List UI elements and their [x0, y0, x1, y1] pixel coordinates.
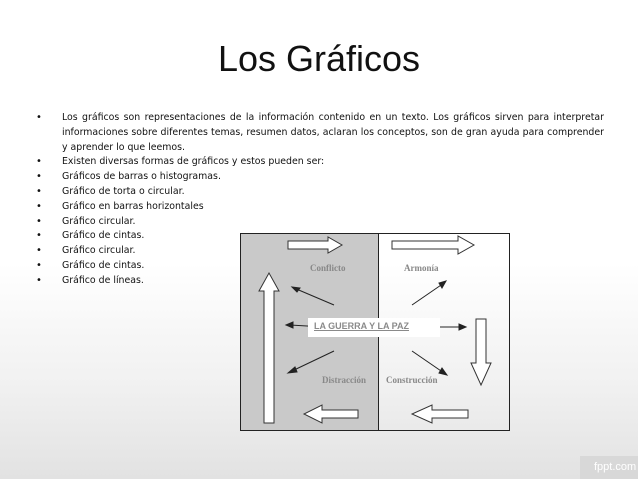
block-arrow-up-left [259, 273, 279, 423]
bullet-item: • Existen diversas formas de gráficos y estos pueden ser: [36, 155, 604, 170]
bullet-marker: • [36, 185, 42, 197]
label-conflicto: Conflicto [310, 263, 346, 273]
bullet-item: • Gráficos de barras o histogramas. [36, 170, 604, 185]
label-armonia: Armonía [404, 263, 439, 273]
bullet-item: • Gráfico de cintas. [36, 259, 604, 274]
bullet-item: • Gráfico circular. [36, 215, 604, 230]
thin-arrow-lower-right [412, 351, 444, 373]
bullet-item: • Gráfico de cintas. [36, 229, 604, 244]
bullet-item: • Gráfico circular. [36, 244, 604, 259]
label-center: LA GUERRA Y LA PAZ [314, 321, 410, 331]
thin-arrow-upper-left [294, 288, 334, 305]
bullet-item: • Gráfico en barras horizontales [36, 200, 604, 215]
bullet-marker: • [36, 200, 42, 212]
block-arrow-right-top-right [392, 236, 474, 254]
block-arrow-down-right [471, 319, 491, 385]
bullet-item: • Los gráficos son representaciones de la información contenido en un texto. Los gráficos sirven para interpretar informaciones sobre diferentes temas, resumen datos, aclaran los conceptos, son de gran ayuda para comprender y aprender lo que leemos. [36, 112, 604, 153]
footer-logo: fppt.com [594, 461, 637, 473]
label-construccion: Construcción [386, 375, 438, 385]
bullet-marker: • [36, 274, 42, 286]
block-arrow-left-bottom-left [304, 405, 358, 423]
slide-title: Los Gráficos [217, 38, 421, 79]
bullet-marker: • [36, 156, 42, 168]
thin-arrow-lower-left [292, 351, 334, 371]
war-peace-diagram [240, 233, 510, 431]
bullet-marker: • [36, 171, 42, 183]
thin-arrow-upper-right [412, 283, 444, 305]
bullet-item: • Gráfico de líneas. [36, 274, 604, 289]
bullet-marker: • [36, 230, 42, 242]
bullet-marker: • [36, 259, 42, 271]
label-distraccion: Distracción [322, 375, 366, 385]
bullet-marker: • [36, 215, 42, 227]
bullet-marker: • [36, 245, 42, 257]
bullet-item: • Gráfico de torta o circular. [36, 185, 604, 200]
block-arrow-left-bottom-right [412, 405, 468, 423]
bullet-marker: • [36, 112, 42, 123]
block-arrow-right-top-left [288, 237, 342, 253]
